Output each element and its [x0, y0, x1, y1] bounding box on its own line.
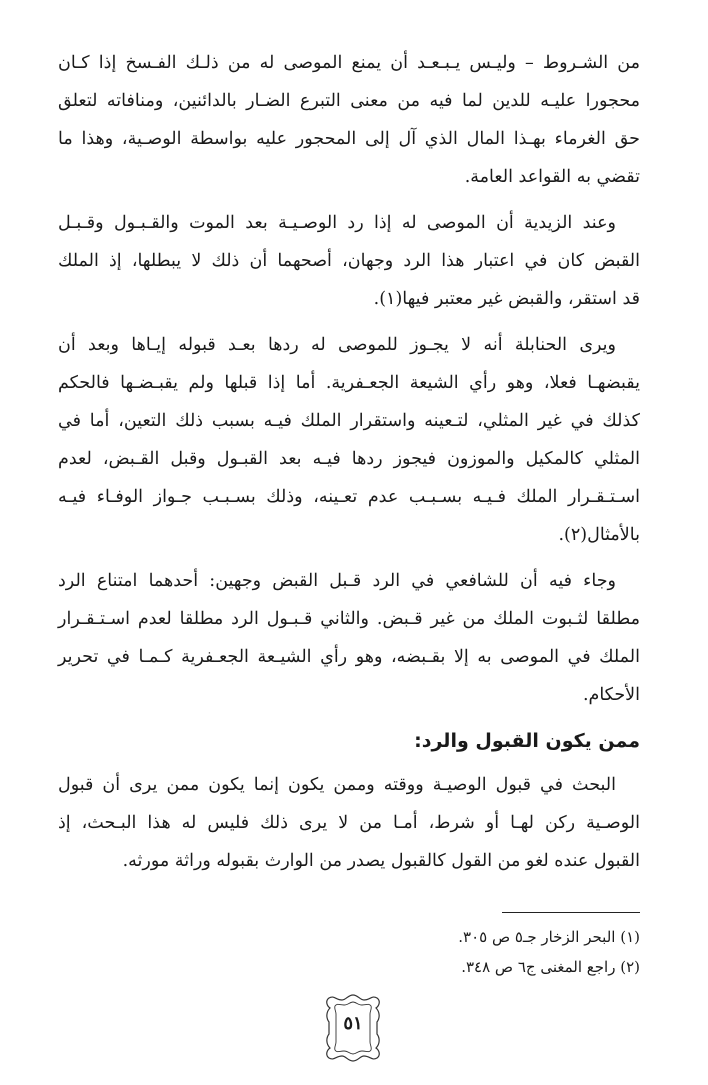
text-line: محجورا عليـه للدين لما فيه من معنى التبرع الضـار بالدائنين، ومنافاته لتعلق — [58, 91, 640, 111]
text-line: حق الغرماء بهـذا المال الذي آل إلى المحجور عليه بواسطة الوصـية، وهذا ما — [58, 129, 640, 149]
text-line: ويرى الحنابلة أنه لا يجـوز للموصى له ردها بعـد قبوله إيـاها وبعد أن — [58, 335, 616, 355]
text-line: وعند الزيدية أن الموصى له إذا رد الوصـيـة بعد الموت والقـبـول وقـبـل — [58, 213, 616, 233]
footnote-2: (٢) راجع المغنى ج٦ ص ٣٤٨. — [461, 958, 640, 976]
text-line: من الشـروط – وليـس يـبـعـد أن يمنع الموصى له من ذلـك الفـسخ إذا كـان — [58, 53, 640, 73]
text-line: البحث في قبول الوصيـة ووقته وممن يكون إنما يكون ممن يرى أن قبول — [58, 775, 616, 795]
text-line: وجاء فيه أن للشافعي في الرد قـبل القبض وجهين: أحدهما امتناع الرد — [58, 571, 616, 591]
footnotes — [220, 922, 640, 982]
text-line: مطلقا لثـبوت الملك من غير قـبض. والثاني قـبـول الرد مطلقا لعدم اسـتـقـرار — [58, 609, 640, 629]
text-line: القبض كان في اعتبار هذا الرد وجهان، أصحهما أن ذلك لا يبطلها، إذ الملك — [58, 251, 640, 271]
footnote-divider — [502, 912, 640, 913]
text-line: كذلك في غير المثلي، لتـعينه واستقرار الملك فيـه بسبب ذلك التعين، أما في — [58, 411, 640, 431]
paragraph-2 — [58, 204, 640, 318]
paragraph-3 — [58, 326, 640, 554]
paragraph-5 — [58, 766, 640, 880]
footnote-1: (١) البحر الزخار جـ٥ ص ٣٠٥. — [458, 928, 640, 946]
text-line: يقبضهـا فعلا، وهو رأي الشيعة الجعـفرية. أما إذا قبلها ولم يقبـضـها فالحكم — [58, 373, 640, 393]
text-line: اسـتـقـرار الملك فـيـه بسـبـب عدم تعـينه، وذلك بسـبـب جـواز الوفـاء فيـه — [58, 487, 640, 507]
text-line: المثلي كالمكيل والموزون فيجوز ردها فيـه بعد القبـول وقبل القـبض، لعدم — [58, 449, 640, 469]
text-line: قد استقر، والقبض غير معتبر فيها(١). — [373, 289, 640, 309]
text-line: القبول عنده لغو من القول كالقبول يصدر من الوارث بقبوله وراثة مورثه. — [122, 851, 640, 871]
text-line: الوصـية ركن لهـا أو شرط، أمـا من لا يرى ذلك فليس له هذا البـحث، إذ — [58, 813, 640, 833]
text-line: تقضي به القواعد العامة. — [464, 167, 640, 187]
page-body — [58, 44, 640, 888]
text-line: بالأمثال(٢). — [558, 525, 640, 545]
page-number: ٥١ — [343, 1013, 363, 1034]
paragraph-4 — [58, 562, 640, 714]
section-heading: ممن يكون القبول والرد: — [414, 730, 640, 752]
text-line: الأحكام. — [582, 685, 640, 705]
paragraph-1 — [58, 44, 640, 196]
text-line: الملك في الموصى به إلا بقـبضه، وهو رأي الشيـعة الجعـفرية كـمـا في تحرير — [58, 647, 640, 667]
